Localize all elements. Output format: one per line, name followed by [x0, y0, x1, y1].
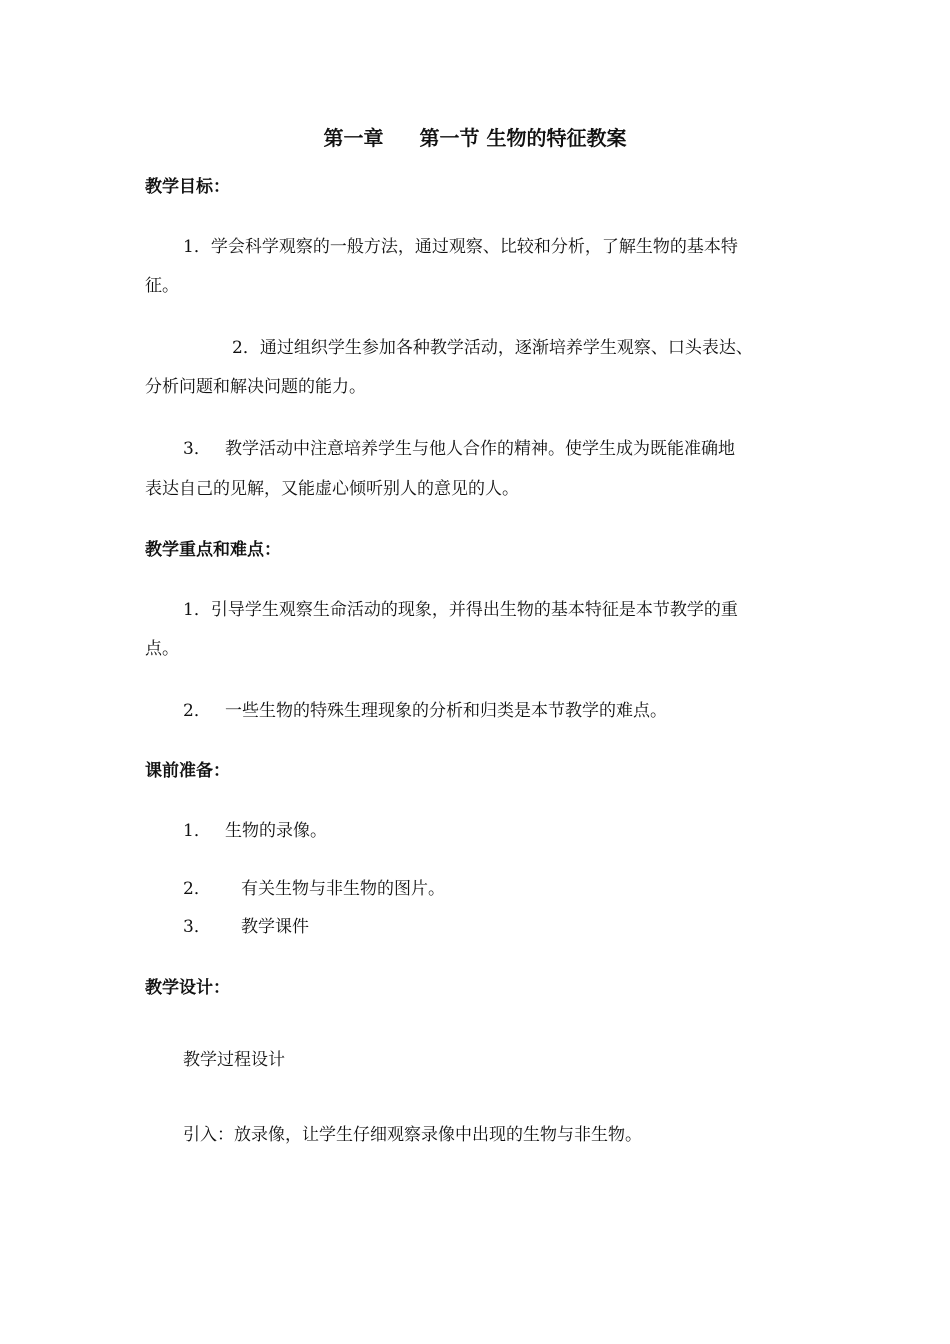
preparation-item-2 — [183, 877, 445, 901]
key-point-1-line-1: 1．引导学生观察生命活动的现象，并得出生物的基本特征是本节教学的重 — [183, 600, 738, 620]
preparation-item-2-number: 2． — [183, 879, 211, 899]
preparation-heading: 课前准备： — [145, 761, 230, 781]
key-point-2 — [183, 699, 667, 723]
preparation-item-1 — [183, 819, 327, 843]
title-section: 第一节 生物的特征教案 — [419, 126, 627, 150]
goal-1-line-1: 1．学会科学观察的一般方法，通过观察、比较和分析，了解生物的基本特 — [183, 237, 738, 257]
preparation-item-3-number: 3． — [183, 917, 211, 937]
preparation-item-2-text: 有关生物与非生物的图片。 — [241, 879, 445, 899]
goal-3-line-2: 表达自己的见解，又能虚心倾听别人的意见的人。 — [145, 479, 519, 499]
title-chapter: 第一章 — [323, 126, 384, 150]
preparation-item-1-text: 生物的录像。 — [225, 821, 327, 841]
design-heading: 教学设计： — [145, 978, 230, 998]
design-subheading: 教学过程设计 — [183, 1050, 285, 1070]
key-points-heading: 教学重点和难点： — [145, 540, 281, 560]
key-point-2-text: 一些生物的特殊生理现象的分析和归类是本节教学的难点。 — [225, 701, 667, 721]
document-title — [0, 124, 950, 152]
goal-2-line-2: 分析问题和解决问题的能力。 — [145, 377, 366, 397]
goal-2-line-1: 2．通过组织学生参加各种教学活动，逐渐培养学生观察、口头表达、 — [232, 338, 753, 358]
goal-3-number: 3． — [183, 439, 211, 459]
goal-3-line-1 — [183, 437, 735, 461]
goal-3-text: 教学活动中注意培养学生与他人合作的精神。使学生成为既能准确地 — [225, 439, 735, 459]
key-point-2-number: 2． — [183, 701, 211, 721]
goal-1-line-2: 征。 — [145, 276, 179, 296]
preparation-item-3 — [183, 915, 309, 939]
preparation-item-1-number: 1． — [183, 821, 211, 841]
goals-heading: 教学目标： — [145, 177, 230, 197]
preparation-item-3-text: 教学课件 — [241, 917, 309, 937]
key-point-1-line-2: 点。 — [145, 639, 179, 659]
design-intro: 引入：放录像，让学生仔细观察录像中出现的生物与非生物。 — [183, 1125, 642, 1145]
